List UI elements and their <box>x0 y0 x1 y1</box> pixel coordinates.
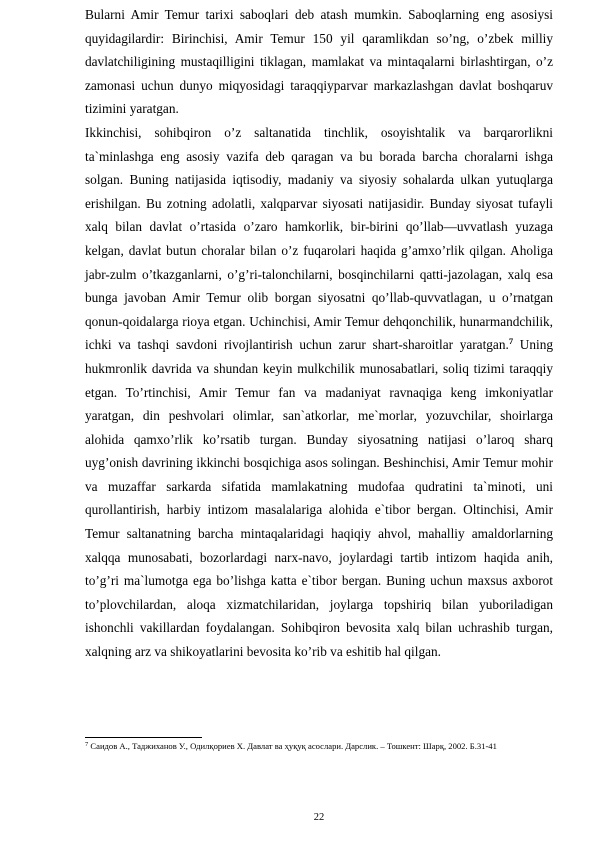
paragraph-main-text: Ikkinchisi, sohibqiron o’z saltanatida tinchlik, osoyishtalik va barqarorlikni ta`minlashga eng asosiy vazifa deb qaragan va bu borada barcha choralarni ishga solgan. Buning natijasida iqtisodiy, madaniy va siyosiy sohalarda ulkan yutuqlarga erishilgan. Bu zotning adolatli, xalqparvar siyosati natijasidir. Bunday siyosat tufayli xalq bilan davlat o’rtasida o’zaro hamkorlik, bir-birini qo’llab—uvvatlash yuzaga kelgan, davlat butun choralar bilan o’z fuqarolari haqida g’amxo’rlik qilgan. Aholiga jabr-zulm o’tkazganlarni, o’g’ri-talonchilarni, bosqinchilarni qatti-jazolagan, xalq esa bunga javoban Amir Temur olib borgan siyosatni qo’llab-quvvatlagan, u o’rnatgan qonun-qoidalarga rioya etgan. Uchinchisi, Amir Temur dehqonchilik, hunarmandchilik, ichki va tashqi savdoni rivojlantirish uchun zarur shart-sharoitlar yaratgan. <box>85 124 553 353</box>
page-number: 22 <box>313 812 325 823</box>
footnote-number: 7 <box>85 741 89 748</box>
paragraph-continuation: Uning hukmronlik davrida va shundan keyin mulkchilik munosabatlari, soliq tizimi taraqqiy etgan. To’rtinchisi, Amir Temur fan va madaniyat ravnaqiga keng imkoniyatlar yaratgan, din peshvolari olimlar, san`atkorlar, me`morlar, yozuvchilar, shoirlarga alohida qamxo’rlik ko’rsatib turgan. Bunday siyosatning natijasi o’laroq sharq uyg’onish davrining ikkinchi bosqichiga asos solingan. Beshinchisi, Amir Temur mohir va muzaffar sarkarda sifatida mamlakatning mudofaa qudratini ta`minoti, uni qurollantirish, harbiy intizom masalalariga alohida e`tibor bergan. Oltinchisi, Amir Temur saltanatning barcha mintaqalaridagi haqiqiy ahvol, mahalliy amaldorlarning xalqqa munosabati, bozorlardagi narx-navo, joylardagi tartib intizom haqida anih, to’g’ri ma`lumotga ega bo’lishga katta e`tibor bergan. Buning uchun maxsus axborot to’plovchilardan, aloqa xizmatchilaridan, joylarga topshiriq bilan yuboriladigan ishonchli vakillardan foydalangan. Sohibqiron bevosita xalq bilan uchrashib turgan, xalqning arz va shikoyatlarini bevosita ko’rib va eshitib hal qilgan. <box>85 337 553 660</box>
body-text <box>85 3 553 664</box>
paragraph-intro: Bularni Amir Temur tarixi saboqlari deb atash mumkin. Saboqlarning eng asosiysi quyidagilardir: Birinchisi, Amir Temur 150 yil qaramlikdan so’ng, o’zbek milliy davlatchiligining mustaqilligini tiklagan, mamlakat va mintaqalarni birlashtirgan, o’z zamonasi uchun dunyo miqyosidagi taraqqiyparvar markazlashgan davlat boshqaruv tizimini yaratgan. <box>85 7 553 117</box>
footnote-separator <box>85 737 202 738</box>
paragraph-main <box>85 121 553 664</box>
footnote-text: Саидов А., Таджиханов У., Одилқориев Х. Давлат ва ҳуқуқ асослари. Дарслик. – Тошкент: Шарқ, 2002. Б.31-41 <box>90 741 497 751</box>
footnote <box>85 740 553 753</box>
footnote-reference[interactable]: 7 <box>508 336 514 347</box>
